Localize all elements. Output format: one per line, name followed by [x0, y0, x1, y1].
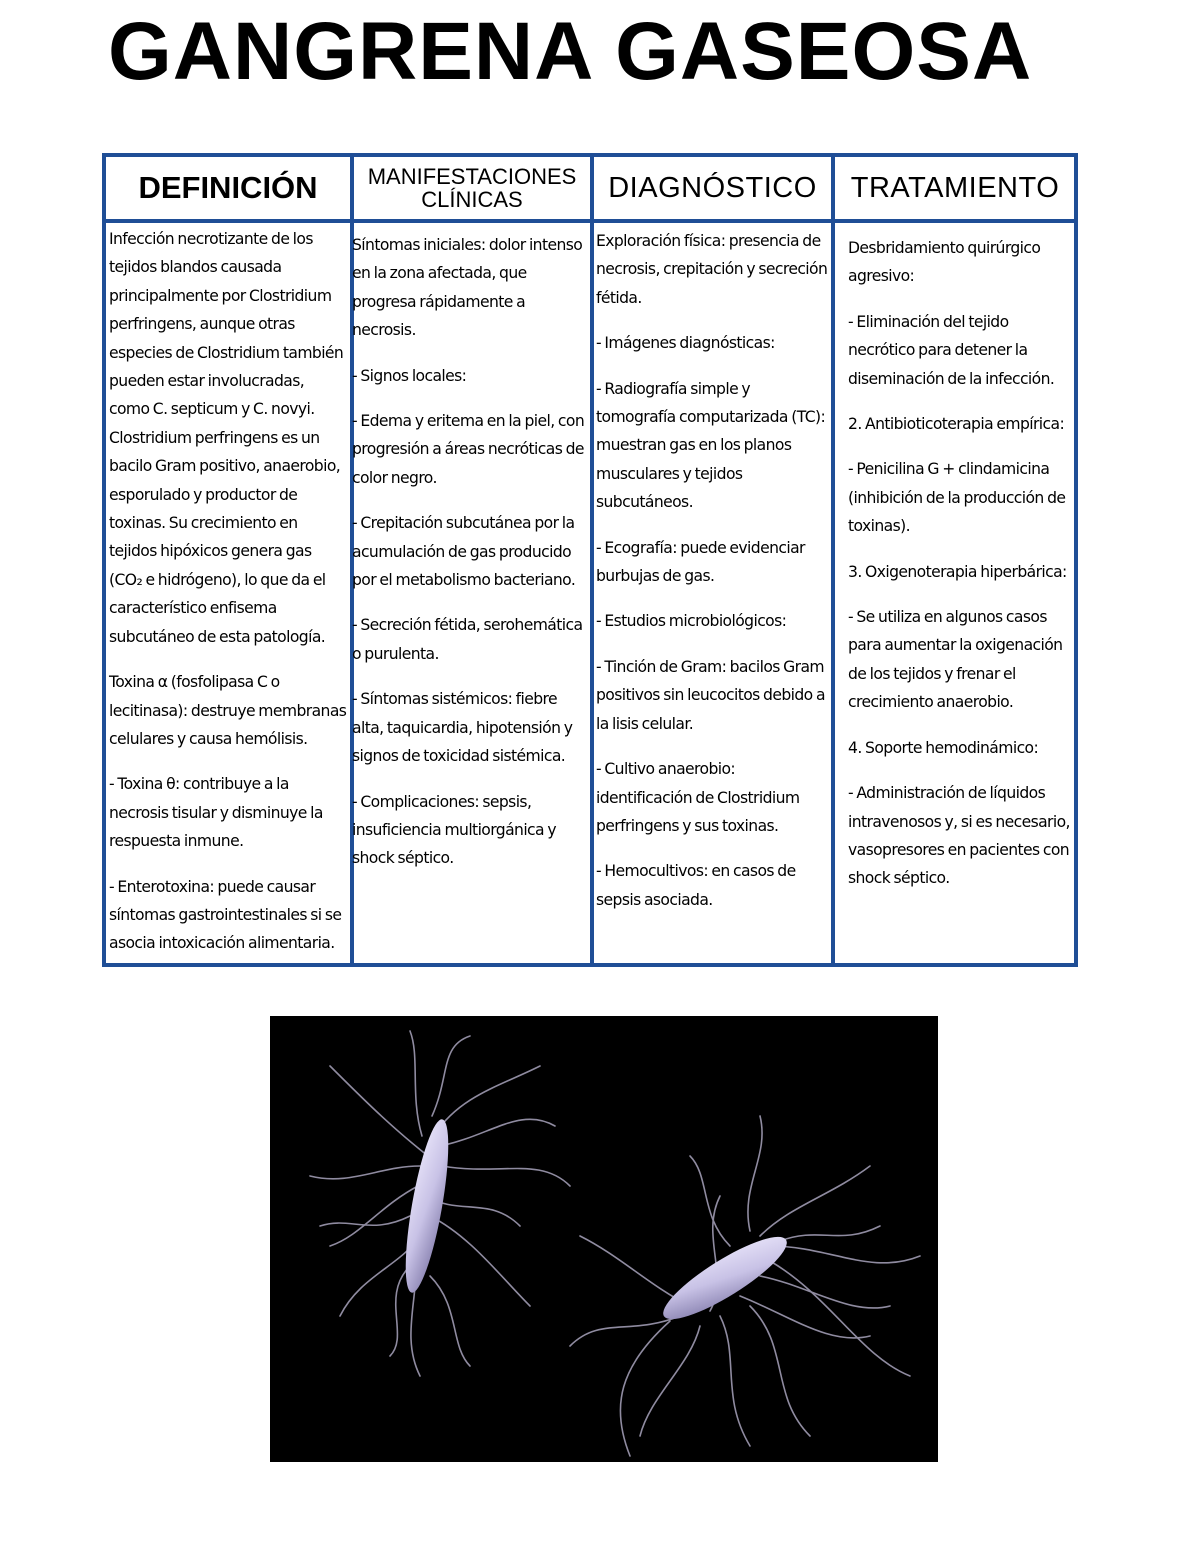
header-manifestaciones — [354, 157, 590, 219]
diagnostico-paragraph: - Hemocultivos: en casos de sepsis asociada. — [596, 862, 796, 909]
header-manifestaciones-line2: CLÍNICAS — [421, 187, 523, 212]
tratamiento-paragraph: Desbridamiento quirúrgico agresivo: — [848, 239, 1041, 286]
header-tratamiento: TRATAMIENTO — [850, 171, 1060, 204]
tratamiento-paragraph: - Se utiliza en algunos casos para aumentar la oxigenación de los tejidos y frenar el crecimiento anaerobio. — [848, 608, 1063, 712]
diagnostico-paragraph: - Radiografía simple y tomografía computarizada (TC): muestran gas en los planos musculares y tejidos subcutáneos. — [596, 379, 826, 512]
diagnostico-paragraph: - Tinción de Gram: bacilos Gram positivos sin leucocitos debido a la lisis celular. — [596, 657, 825, 733]
page-title: GANGRENA GASEOSA — [108, 6, 1033, 97]
manifestaciones-paragraph: - Edema y eritema en la piel, con progresión a áreas necróticas de color negro. — [352, 412, 585, 487]
column-divider — [590, 157, 594, 963]
tratamiento-paragraph: - Administración de líquidos intravenosos y, si es necesario, vasopresores en pacientes con shock séptico. — [848, 784, 1070, 888]
tratamiento-paragraph: 3. Oxigenoterapia hiperbárica: — [848, 562, 1067, 581]
diagnostico-paragraph: Exploración física: presencia de necrosis, crepitación y secreción fétida. — [596, 232, 828, 307]
manifestaciones-paragraph: Síntomas iniciales: dolor intenso en la zona afectada, que progresa rápidamente a necrosis. — [352, 236, 583, 340]
definicion-paragraph: Toxina α (fosfolipasa C o lecitinasa): destruye membranas celulares y causa hemólisis. — [109, 673, 347, 748]
tratamiento-paragraph: 2. Antibioticoterapia empírica: — [848, 415, 1065, 434]
column-divider — [831, 157, 835, 963]
diagnostico-paragraph: - Cultivo anaerobio: identificación de Clostridium perfringens y sus toxinas. — [596, 760, 800, 835]
bacteria-illustration — [270, 1016, 938, 1462]
tratamiento-paragraph: - Penicilina G + clindamicina (inhibición de la producción de toxinas). — [848, 460, 1066, 536]
diagnostico-cell — [596, 227, 830, 931]
manifestaciones-paragraph: - Signos locales: — [352, 366, 467, 385]
summary-table — [102, 153, 1078, 967]
manifestaciones-paragraph: - Síntomas sistémicos: fiebre alta, taquicardia, hipotensión y signos de toxicidad sistémica. — [352, 690, 573, 766]
diagnostico-paragraph: - Imágenes diagnósticas: — [596, 334, 775, 353]
definicion-paragraph: - Enterotoxina: puede causar síntomas gastrointestinales si se asocia intoxicación alimentaria. — [109, 877, 342, 953]
manifestaciones-cell — [352, 231, 590, 890]
definicion-cell — [109, 225, 347, 975]
manifestaciones-paragraph: - Complicaciones: sepsis, insuficiencia multiorgánica y shock séptico. — [352, 792, 556, 868]
definicion-paragraph: - Toxina θ: contribuye a la necrosis tisular y disminuye la respuesta inmune. — [109, 775, 323, 851]
bacterium-left — [397, 1117, 457, 1296]
tratamiento-paragraph: - Eliminación del tejido necrótico para detener la diseminación de la infección. — [848, 312, 1055, 388]
header-definicion: DEFINICIÓN — [138, 169, 318, 205]
bacteria-illustration-svg — [270, 1016, 938, 1462]
manifestaciones-paragraph: - Crepitación subcutánea por la acumulación de gas producido por el metabolismo bacteriano. — [352, 514, 576, 590]
header-diagnostico: DIAGNÓSTICO — [608, 171, 817, 204]
definicion-paragraph: Infección necrotizante de los tejidos blandos causada principalmente por Clostridium perfringens, aunque otras especies de Clostridium también pueden estar involucradas, como C. septicum y C. novyi. Clostridium perfringens es un bacilo Gram positivo, anaerobio, esporulado y productor de toxinas. Su crecimiento en tejidos hipóxicos genera gas (CO₂ e hidrógeno), lo que da el característico enfisema subcutáneo de esta patología. — [109, 230, 344, 646]
tratamiento-paragraph: 4. Soporte hemodinámico: — [848, 738, 1039, 757]
header-manifestaciones-line1: MANIFESTACIONES — [367, 163, 577, 189]
diagnostico-paragraph: - Ecografía: puede evidenciar burbujas de gas. — [596, 538, 805, 586]
manifestaciones-paragraph: - Secreción fétida, serohemática o purulenta. — [352, 616, 583, 663]
tratamiento-cell — [848, 234, 1070, 910]
header-divider — [106, 219, 1074, 223]
diagnostico-paragraph: - Estudios microbiológicos: — [596, 612, 787, 631]
